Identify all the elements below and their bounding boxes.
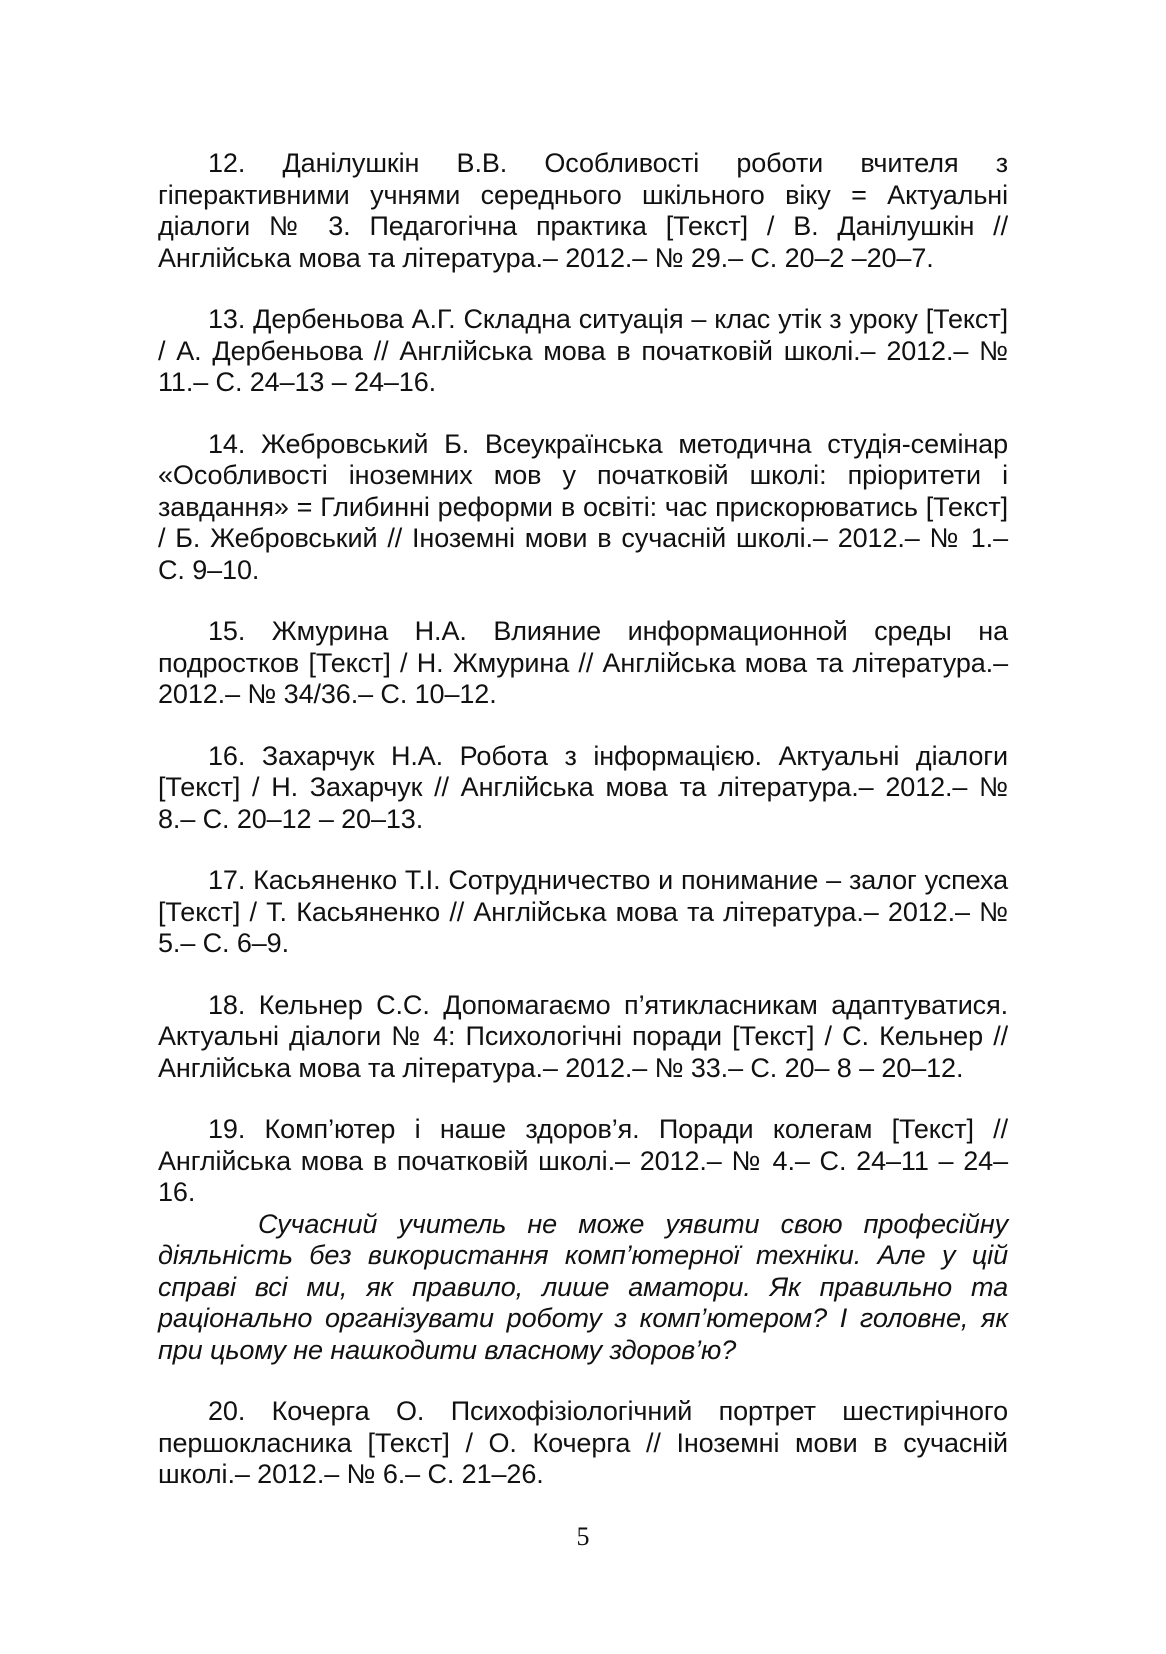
entry-text: 19. Комп’ютер і наше здоров’я. Поради колегам [Текст] // Англійська мова в початковій школі.– 2012.– № 4.– С. 24–11 – 24–16. [158,1114,1008,1207]
bibliography-list [158,148,1008,1491]
entry-text: 16. Захарчук Н.А. Робота з інформацією. Актуальні діалоги [Текст] / Н. Захарчук // Англійська мова та література.– 2012.– № 8.– С. 20–12 – 20–13. [158,740,1008,834]
bibliography-entry [158,1114,1008,1366]
bibliography-entry [158,616,1008,711]
bibliography-entry [158,304,1008,399]
entry-text: 20. Кочерга О. Психофізіологічний портрет шестирічного першокласника [Текст] / О. Кочерга // Іноземні мови в сучасній школі.– 2012.– № 6.– С. 21–26. [158,1396,1008,1489]
bibliography-entry [158,990,1008,1085]
entry-text: 13. Дербеньова А.Г. Складна ситуація – клас утік з уроку [Текст] / А. Дербеньова // Англійська мова в початковій школі.– 2012.– № 11.– С. 24–13 – 24–16. [158,304,1008,397]
entry-text: 15. Жмурина Н.А. Влияние информационной среды на подростков [Текст] / Н. Жмурина // Англійська мова та література.– 2012.– № 34/36.– С. 10–12. [158,616,1008,709]
bibliography-entry [158,429,1008,587]
bibliography-entry [158,148,1008,274]
page-number: 5 [576,1522,590,1551]
entry-text: 14. Жебровський Б. Всеукраїнська методична студія-семінар «Особливості іноземних мов у початковій школі: пріоритети і завдання» = Глибинні реформи в освіті: час прискорюватись [Текст] / Б. Жебровський // Іноземні мови в сучасній школі.– 2012.– № 1.– С. 9–10. [158,428,1008,585]
entry-text: 12. Данілушкін В.В. Особливості роботи вчителя з гіперактивними учнями середнього шкільного віку = Актуальні діалоги № 3. Педагогічна практика [Текст] / В. Данілушкін // Англійська мова та література.– 2012.– № 29.– С. 20–2 –20–7. [158,148,1008,273]
entry-annotation: Сучасний учитель не може уявити свою професійну діяльність без використання комп’ютерної техніки. Але у цій справі всі ми, як правило, лише аматори. Як правильно та раціонально організувати роботу з комп’ютером? І головне, як при цьому не нашкодити власному здоров’ю? [158,1208,1008,1365]
bibliography-entry [158,741,1008,836]
bibliography-entry [158,865,1008,960]
entry-text: 17. Касьяненко Т.І. Сотрудничество и понимание – залог успеха [Текст] / Т. Касьяненко // Англійська мова та література.– 2012.– № 5.– С. 6–9. [158,865,1008,958]
entry-text: 18. Кельнер С.С. Допомагаємо п’ятикласникам адаптуватися. Актуальні діалоги № 4: Психологічні поради [Текст] / С. Кельнер // Англійська мова та література.– 2012.– № 33.– С. 20– 8 – 20–12. [158,989,1008,1083]
bibliography-entry [158,1396,1008,1491]
